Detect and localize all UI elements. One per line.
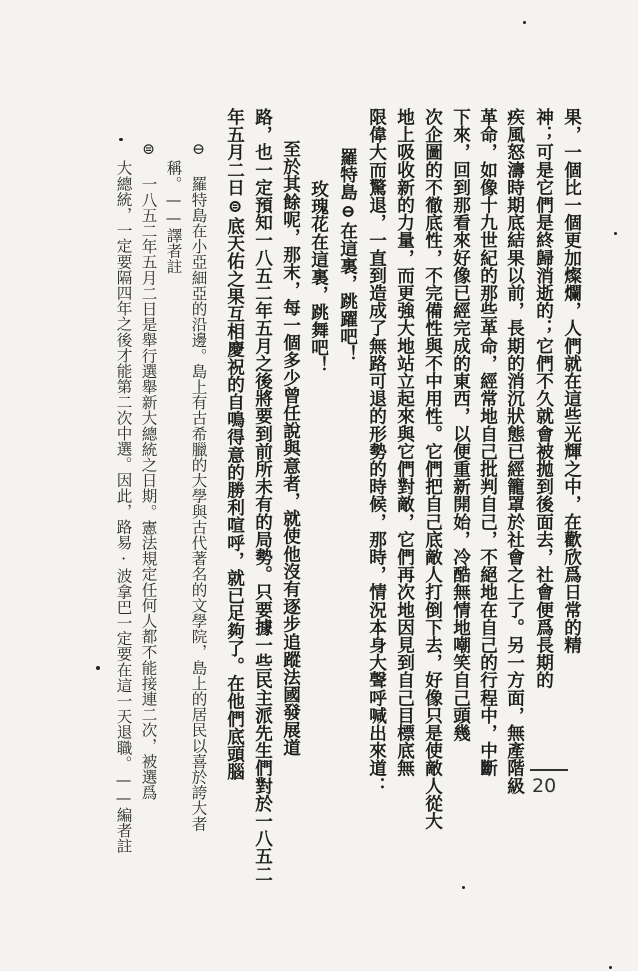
body-column-4: 革命，如像十九世紀的那些革命，經常地自己批判自己，不絕地在自己的行程中，中斷 xyxy=(477,108,499,777)
body-column-3: 疾風怒濤時期底結果以前，長期的消沉狀態已經籠罩於社會之上了。另一方面，無產階級 xyxy=(504,108,526,795)
scan-speck xyxy=(96,666,100,670)
footnote-1-continued: 稱。——譯者註 xyxy=(164,160,183,274)
body-column-2: 神；可是它們是終歸消逝的；它們不久就會被拋到後面去，社會便爲長期的 xyxy=(533,108,555,689)
closing-column-3: 年五月二日⊜底天佑之果互相慶祝的自鳴得意的勝利喧呼，就已足夠了。在他們底頭腦 xyxy=(224,108,246,781)
scan-speck xyxy=(462,886,465,889)
scan-speck xyxy=(614,232,617,235)
body-column-7: 地上吸收新的力量，而更強大地站立起來與它們對敵，它們再次地因見到自己目標底無 xyxy=(394,108,416,777)
footnote-1: ⊖ 羅特島在小亞細亞的沿邊。島上有古希臘的大學與古代著名的文學院，島上的居民以喜於誇大者 xyxy=(189,140,208,832)
scan-speck xyxy=(609,966,612,969)
body-column-1: 果，一個比一個更加燦爛，人們就在這些光輝之中，在歡欣爲日常的精 xyxy=(561,108,583,654)
footnote-2: ⊜ 一八五二年五月二日是舉行選舉新大總統之日期。憲法規定任何人都不能接連二次，被選爲 xyxy=(139,140,158,800)
page-number: 20 xyxy=(532,775,557,797)
scan-speck xyxy=(523,21,526,24)
closing-column-2: 路，也一定預知一八五二年五月之後將要到前所未有的局勢。只要據一些民主派先生們對於一八五二 xyxy=(252,108,274,883)
scan-speck xyxy=(119,138,123,141)
page-number-rule xyxy=(530,769,568,771)
body-column-5: 下來，回到那看來好像已經完成的東西，以便重新開始，冷酷無情地嘲笑自己頭幾 xyxy=(450,108,472,742)
closing-column-1: 至於其餘呢，那末，每一個多少曾任說與意者，就使他沒有逐步追蹤法國發展道 xyxy=(280,140,302,756)
poem-line-1: 羅特島⊖在這裏，跳躍吧！ xyxy=(337,148,359,363)
body-column-8: 限偉大而驚退，一直到造成了無路可退的形勢的時候，那時，情況本身大聲呼喊出來道： xyxy=(366,108,388,795)
poem-line-2: 玫瑰花在這裏，跳舞吧！ xyxy=(308,180,330,374)
footnote-2-continued: 大總統，一定要隔四年之後才能第二次中選。因此，路易·波拿巴一定要在這一天退職。——編者註 xyxy=(114,160,133,854)
body-column-6: 次企圖的不徹底性，不完備性與不中用性。它們把自己底敵人打倒下去，好像只是使敵人從大 xyxy=(422,108,444,830)
